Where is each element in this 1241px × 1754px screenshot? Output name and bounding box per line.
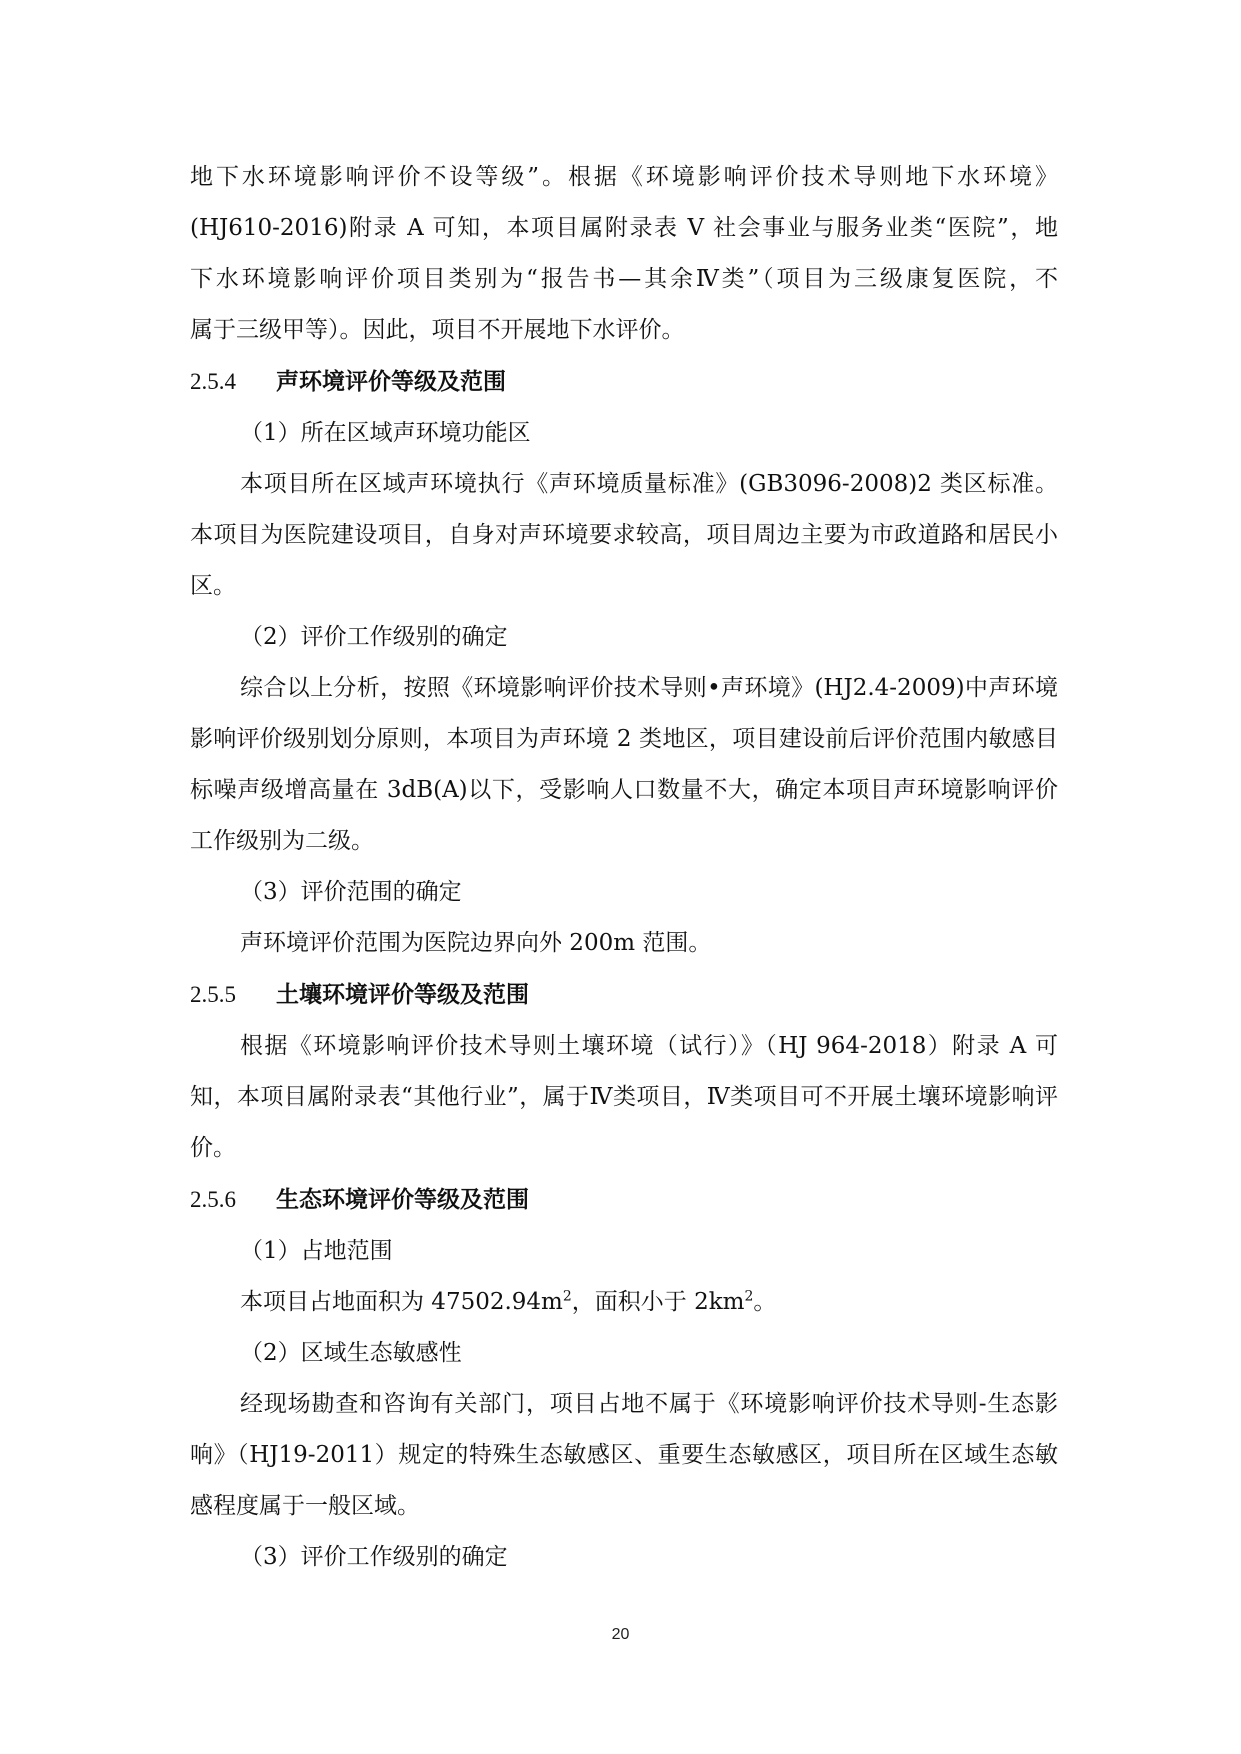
section-number: 2.5.6 <box>190 1187 236 1212</box>
area-paragraph <box>190 1277 1058 1328</box>
section-title: 土壤环境评价等级及范围 <box>276 982 529 1008</box>
intro-line-2: (HJ610-2016)附录 A 可知，本项目属附录表 V 社会事业与服务业类“医院”，地 <box>190 215 1058 241</box>
subheading: （3）评价范围的确定 <box>240 879 462 905</box>
section-number: 2.5.4 <box>190 369 236 394</box>
paragraph: 根据《环境影响评价技术导则土壤环境（试行）》（HJ 964-2018）附录 A 可知，本项目属附录表“其他行业”，属于Ⅳ类项目，Ⅳ类项目可不开展土壤环境影响评价。 <box>190 1033 1058 1161</box>
section-number: 2.5.5 <box>190 982 236 1007</box>
paragraph: 声环境评价范围为医院边界向外 200m 范围。 <box>240 930 712 956</box>
section-heading-2-5-4 <box>190 356 1058 408</box>
section-title: 生态环境评价等级及范围 <box>276 1187 529 1213</box>
subheading: （2）区域生态敏感性 <box>240 1340 462 1366</box>
paragraph: 综合以上分析，按照《环境影响评价技术导则•声环境》(HJ2.4-2009)中声环境影响评价级别划分原则，本项目为声环境 2 类地区，项目建设前后评价范围内敏感目标噪声级增高量在 3dB(A)以下，受影响人口数量不大，确定本项目声环境影响评价工作级别为二级。 <box>190 675 1058 854</box>
superscript: 2 <box>744 1288 754 1305</box>
section-title: 声环境评价等级及范围 <box>276 369 506 395</box>
paragraph: 本项目所在区域声环境执行《声环境质量标准》(GB3096-2008)2 类区标准。本项目为医院建设项目，自身对声环境要求较高，项目周边主要为市政道路和居民小区。 <box>190 471 1058 599</box>
paragraph: 经现场勘查和咨询有关部门，项目占地不属于《环境影响评价技术导则-生态影响》（HJ19-2011）规定的特殊生态敏感区、重要生态敏感区，项目所在区域生态敏感程度属于一般区域。 <box>190 1391 1058 1519</box>
page-content <box>190 152 1058 1583</box>
section-heading-2-5-6 <box>190 1174 1058 1226</box>
intro-line-3: 下水环境影响评价项目类别为“报告书—其余Ⅳ类”（项目为三级康复医院，不 <box>190 266 1058 292</box>
area-text: 。 <box>753 1289 777 1315</box>
subheading: （2）评价工作级别的确定 <box>240 624 508 650</box>
subheading: （1）所在区域声环境功能区 <box>240 420 531 446</box>
section-heading-2-5-5 <box>190 969 1058 1021</box>
intro-line-1: 地下水环境影响评价不设等级”。根据《环境影响评价技术导则地下水环境》 <box>190 164 1058 190</box>
area-text: ，面积小于 2km <box>571 1289 745 1315</box>
superscript: 2 <box>562 1288 572 1305</box>
intro-line-4: 属于三级甲等）。因此，项目不开展地下水评价。 <box>190 317 685 343</box>
subheading: （1）占地范围 <box>240 1238 393 1264</box>
page-number: 20 <box>611 1626 630 1643</box>
area-text: 本项目占地面积为 47502.94m <box>240 1289 563 1315</box>
subheading: （3）评价工作级别的确定 <box>240 1544 508 1570</box>
